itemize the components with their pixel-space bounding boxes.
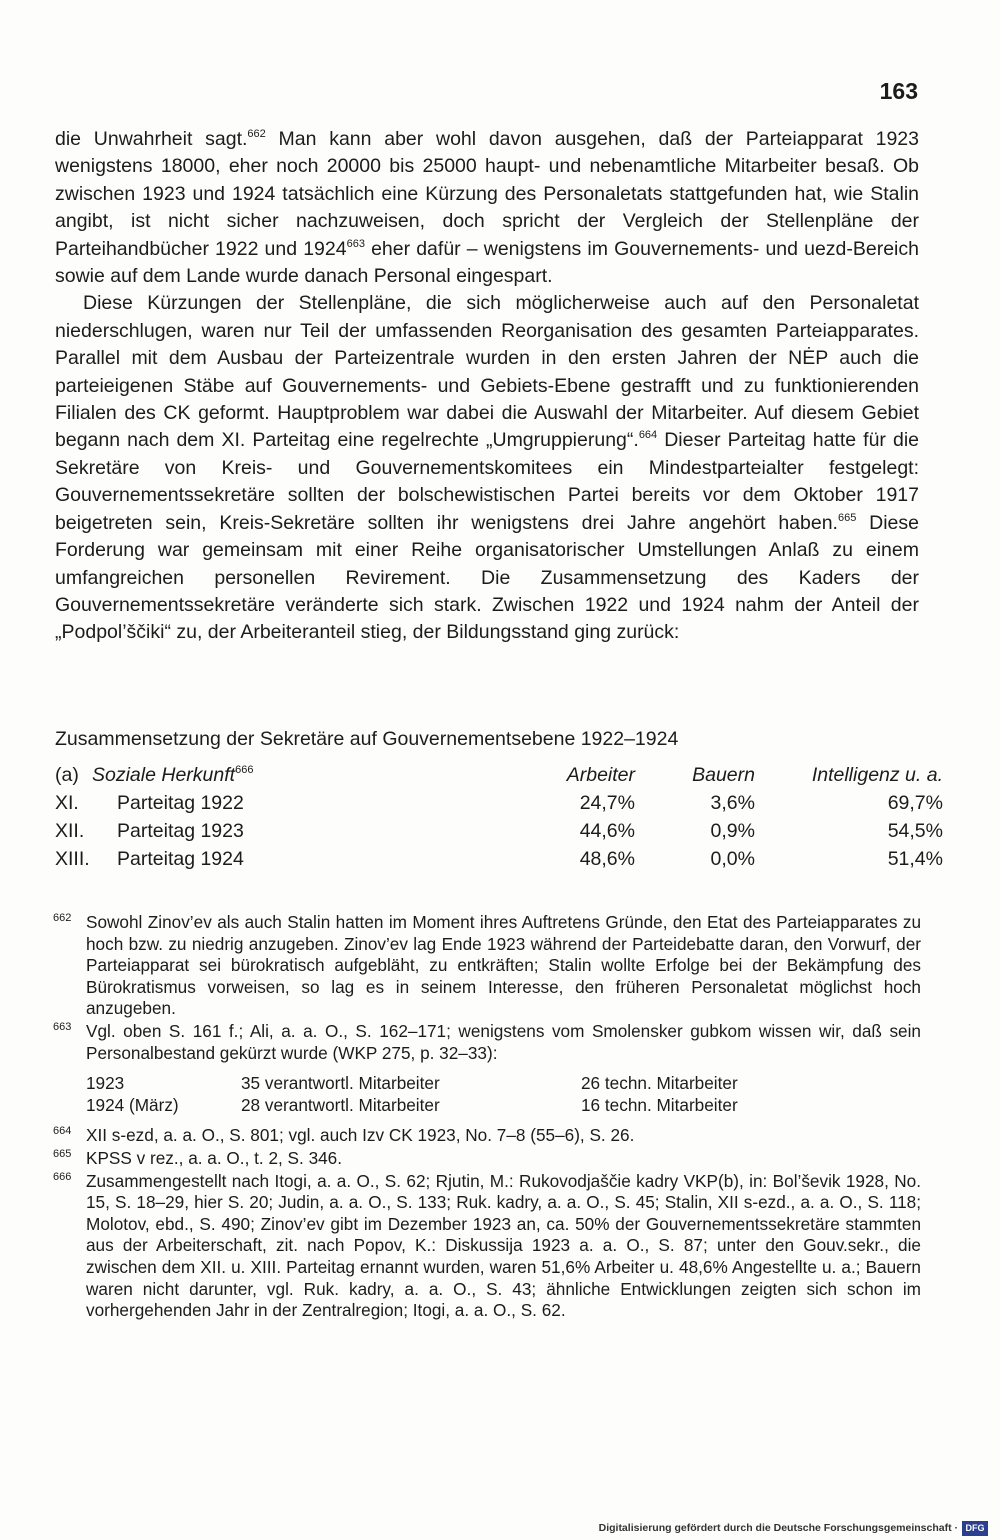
footnote-number: 664 bbox=[53, 1125, 72, 1138]
footnote-number: 666 bbox=[53, 1170, 72, 1183]
footnote-664 bbox=[53, 1125, 921, 1147]
footnote-662 bbox=[53, 912, 921, 1020]
footnote-text: Zusammengestellt nach Itogi, a. a. O., S. 62; Rjutin, M.: Rukovodjaščie kadry VKP(b), in: Bol’ševik 1928, No. 15, S. 18–29, hier S. 20; Judin, a. a. O., S. 133; Ruk. kadry, a. a. O., S. 45; Stalin, XII s-ezd., a. a. O., S. 118; Molotov, ebd., S. 490; Zinov’ev gibt im Dezember 1923 an, ca. 50% der Gouvernementssekretäre stammten aus der Arbeiterschaft, zit. nach Popov, K.: Diskussija 1923 a. a. O., S. 87; unter den Gouv.sekr., die zwischen dem XII. u. XIII. Parteitag ernannt wurden, waren 51,6% Arbeiter u. 48,6% Angestellte u. a.; Bauern waren nicht darunter, vgl. Ruk. kadry, a. a. O., S. 43; ähnliche Entwicklungen zeigten sich schon im vorhergehenden Jahr in der Zentralregion; Itogi, a. a. O., S. 62. bbox=[86, 1170, 921, 1321]
personnel-table bbox=[53, 1073, 921, 1116]
footnote-ref[interactable]: 666 bbox=[235, 764, 254, 776]
header-col2: Bauern bbox=[692, 764, 755, 786]
header-label: Soziale Herkunft$^{666}$ bbox=[92, 764, 254, 786]
dfg-logo-icon: DFG bbox=[962, 1521, 988, 1536]
footnote-text: XII s-ezd, a. a. O., S. 801; vgl. auch Izv CK 1923, No. 7–8 (55–6), S. 26. bbox=[86, 1125, 635, 1146]
page-number: 163 bbox=[879, 78, 918, 104]
footnote-ref[interactable]: 662 bbox=[247, 128, 266, 140]
header-marker: (a) bbox=[55, 764, 79, 786]
footnote-665 bbox=[53, 1148, 921, 1170]
footnote-text: Sowohl Zinov’ev als auch Stalin hatten im Moment ihres Auftretens Gründe, den Etat des Parteiapparates zu hoch bzw. zu niedrig anzugeben. Zinov’ev lag Ende 1923 während der Parteidebatte daran, den Vorwurf, der Parteiapparat sei bürokratisch aufgebläht, zu entkräften; Stalin wollte Erfolge bei der Bekämpfung des Bürokratismus vorweisen, so lag es in seinem Interesse, den früheren Personaletat möglichst hoch anzugeben. bbox=[86, 912, 921, 1019]
footnote-number: 663 bbox=[53, 1020, 72, 1033]
footnote-number: 662 bbox=[53, 912, 72, 924]
footnote-number: 665 bbox=[53, 1147, 72, 1160]
body-text bbox=[55, 126, 919, 647]
header-col3: Intelligenz u. a. bbox=[811, 764, 943, 786]
footnote-ref[interactable]: 664 bbox=[638, 429, 658, 442]
digitization-credit: Digitalisierung gefördert durch die Deutsche Forschungsgemeinschaft · bbox=[598, 1522, 958, 1534]
footnote-666 bbox=[53, 1171, 921, 1322]
footnote-ref[interactable]: 663 bbox=[346, 237, 365, 250]
footnote-ref[interactable]: 665 bbox=[837, 511, 857, 524]
table-title: Zusammensetzung der Sekretäre auf Gouvernementsebene 1922–1924 bbox=[55, 728, 679, 750]
personnel-row: 1923 35 verantwortl. Mitarbeiter 26 techn. Mitarbeiter bbox=[86, 1073, 738, 1094]
header-col1: Arbeiter bbox=[566, 764, 635, 786]
paragraph: Diese Kürzungen der Stellenpläne, die sich möglicherweise auch auf den Personaletat niederschlugen, waren nur Teil der umfassenden Reorganisation des gesamten Parteiapparates. Parallel mit dem Ausbau der Parteizentrale wurden in den ersten Jahren der NĖP auch die parteieigenen Stäbe auf Gouvernements- und Gebiets-Ebene gestrafft und zu funktionierenden Filialen des CK geformt. Hauptproblem war dabei die Auswahl der Mitarbeiter. Auf diesem Gebiet begann nach dem XI. Parteitag eine regelrechte „Umgruppierung“.$^{664}$ Dieser Parteitag hatte für die Sekretäre von Kreis- und Gouvernementskomitees ein Mindestparteialter festgelegt: Gouvernementssekretäre sollten der bolschewistischen Partei bereits vor dem Oktober 1917 beigetreten sein, Kreis-Sekretäre sollten ihr wenigstens drei Jahre angehört haben.$^{665}$ Diese Forderung war gemeinsam mit einer Reihe organisatorischer Umstellungen Anlaß zu einem umfangreichen personellen Revirement. Die Zusammensetzung des Kaders der Gouvernementssekretäre veränderte sich stark. Zwischen 1922 und 1924 nahm der Anteil der „Podpol’ščiki“ zu, der Arbeiteranteil stieg, der Bildungsstand ging zurück: bbox=[55, 292, 919, 644]
personnel-row: 1924 (März) 28 verantwortl. Mitarbeiter 16 techn. Mitarbeiter bbox=[86, 1094, 738, 1115]
footnote-text: KPSS v rez., a. a. O., t. 2, S. 346. bbox=[86, 1147, 343, 1168]
footnote-663 bbox=[53, 1021, 921, 1064]
footnotes bbox=[53, 912, 921, 1323]
paragraph: die Unwahrheit sagt.$^{662}$ Man kann aber wohl davon ausgehen, daß der Parteiapparat 1923 wenigstens 18000, eher noch 20000 bis 25000 haupt- und nebenamtliche Mitarbeiter besaß. Ob zwischen 1923 und 1924 tatsächlich eine Kürzung des Personaletats stattgefunden hat, wie Stalin angibt, ist nicht sicher nachzuweisen, doch spricht der Vergleich der Stellenpläne der Parteihandbücher 1922 und 1924$^{663}$ eher dafür – wenigstens im Gouvernements- und uezd-Bereich sowie auf dem Lande wurde danach Personal eingespart. bbox=[55, 128, 919, 288]
footnote-text: Vgl. oben S. 161 f.; Ali, a. a. O., S. 162–171; wenigstens vom Smolensker gubkom wissen wir, daß sein Personalbestand gekürzt wurde (WKP 275, p. 32–33): bbox=[86, 1020, 921, 1063]
